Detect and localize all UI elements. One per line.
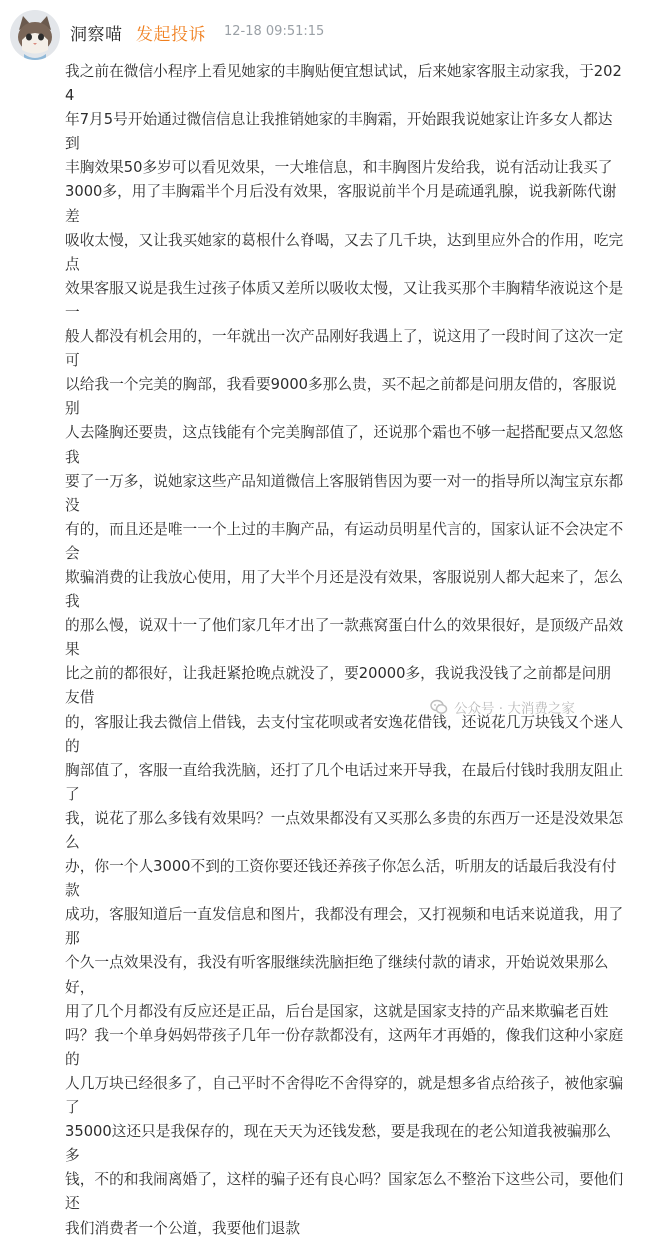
post-text-line: 35000这还只是我保存的，现在天天为还钱发愁，要是我现在的老公知道我被骗那么多 [65,1123,612,1165]
post-text-line: 般人都没有机会用的，一年就出一次产品刚好我遇上了，说这用了一段时间了这次一定可 [65,328,624,370]
post-text-line: 胸部值了，客服一直给我洗脑，还打了几个电话过来开导我，在最后付钱时我朋友阻止了 [65,761,624,803]
post-text-line: 有的，而且还是唯一一个上过的丰胸产品，有运动员明星代言的，国家认证不会决定不会 [65,520,624,562]
watermark-text: 公众号 · 大消费之家 [454,701,575,717]
post-timestamp: 12-18 09:51:15 [224,24,325,39]
post-text-line: 效果客服又说是我生过孩子体质又差所以吸收太慢，又让我买那个丰胸精华液说这个是一 [65,279,624,321]
post-text-line: 用了几个月都没有反应还是正品，后台是国家，这就是国家支持的产品来欺骗老百姓 [65,1002,609,1020]
post-text-line: 我，说花了那么多钱有效果吗？一点效果都没有又买那么多贵的东西万一还是没效果怎么 [65,809,624,851]
post-text-line: 人几万块已经很多了，自己平时不舍得吃不舍得穿的，就是想多省点给孩子，被他家骗了 [65,1074,624,1117]
post-text-line: 吗？我一个单身妈妈带孩子几年一份存款都没有，这两年才再婚的，像我们这种小家庭的 [65,1026,624,1068]
post-content [65,60,625,1241]
post-text-line: 丰胸效果50多岁可以看见效果，一大堆信息，和丰胸图片发给我，说有活动让我买了 [65,159,613,177]
cat-avatar-icon [10,10,60,60]
post-text-line: 年7月5号开始通过微信信息让我推销她家的丰胸霜，开始跟我说她家让许多女人都达到 [65,111,613,153]
post-text-line: 要了一万多，说她家这些产品知道微信上客服销售因为要一对一的指导所以淘宝京东都没 [65,472,624,514]
post-text-line: 的那么慢，说双十一了他们家几年才出了一款燕窝蛋白什么的效果很好，是顶级产品效果 [65,617,624,659]
post-text-line: 3000多，用了丰胸霜半个月后没有效果，客服说前半个月是疏通乳腺，说我新陈代谢差 [65,183,617,225]
post-header [0,0,645,64]
post-text-line: 我之前在微信小程序上看见她家的丰胸贴便宜想试试，后来她家客服主动家我，于2024 [65,63,622,105]
post-text-line: 吸收太慢，又让我买她家的葛根什么脊喝，又去了几千块，达到里应外合的作用，吃完点 [65,231,624,273]
post-text-line: 我们消费者一个公道，我要他们退款 [65,1219,301,1237]
post-text-line: 钱，不的和我闹离婚了，这样的骗子还有良心吗？国家怎么不整治下这些公司，要他们还 [65,1171,624,1213]
watermark [430,695,575,719]
post-text-line: 的，客服让我去微信上借钱，去支付宝花呗或者安逸花借钱，还说花几万块钱又个迷人的 [65,713,624,755]
post-text-line: 比之前的都很好，让我赶紧抢晚点就没了，要20000多，我说我没钱了之前都是问朋友借 [65,665,612,707]
wechat-icon [430,698,448,716]
post-text-line: 欺骗消费的让我放心使用，用了大半个月还是没有效果，客服说别人都大起来了，怎么我 [65,568,624,611]
avatar[interactable] [10,10,60,60]
post-text-line: 人去隆胸还要贵，这点钱能有个完美胸部值了，还说那个霜也不够一起搭配要点又忽悠我 [65,424,624,466]
complaint-button[interactable]: 发起投诉 [136,25,206,45]
post-text-line: 个久一点效果没有，我没有听客服继续洗脑拒绝了继续付款的请求，开始说效果那么好， [65,954,609,996]
post-text-line: 成功，客服知道后一直发信息和图片，我都没有理会，又打视频和电话来说道我，用了那 [65,906,624,948]
user-name[interactable]: 洞察喵 [70,25,123,45]
post-text-line: 以给我一个完美的胸部，我看要9000多那么贵，买不起之前都是问朋友借的，客服说别 [65,376,617,418]
post-text-line: 办，你一个人3000不到的工资你要还钱还养孩子你怎么活，听朋友的话最后我没有付款 [65,858,617,900]
